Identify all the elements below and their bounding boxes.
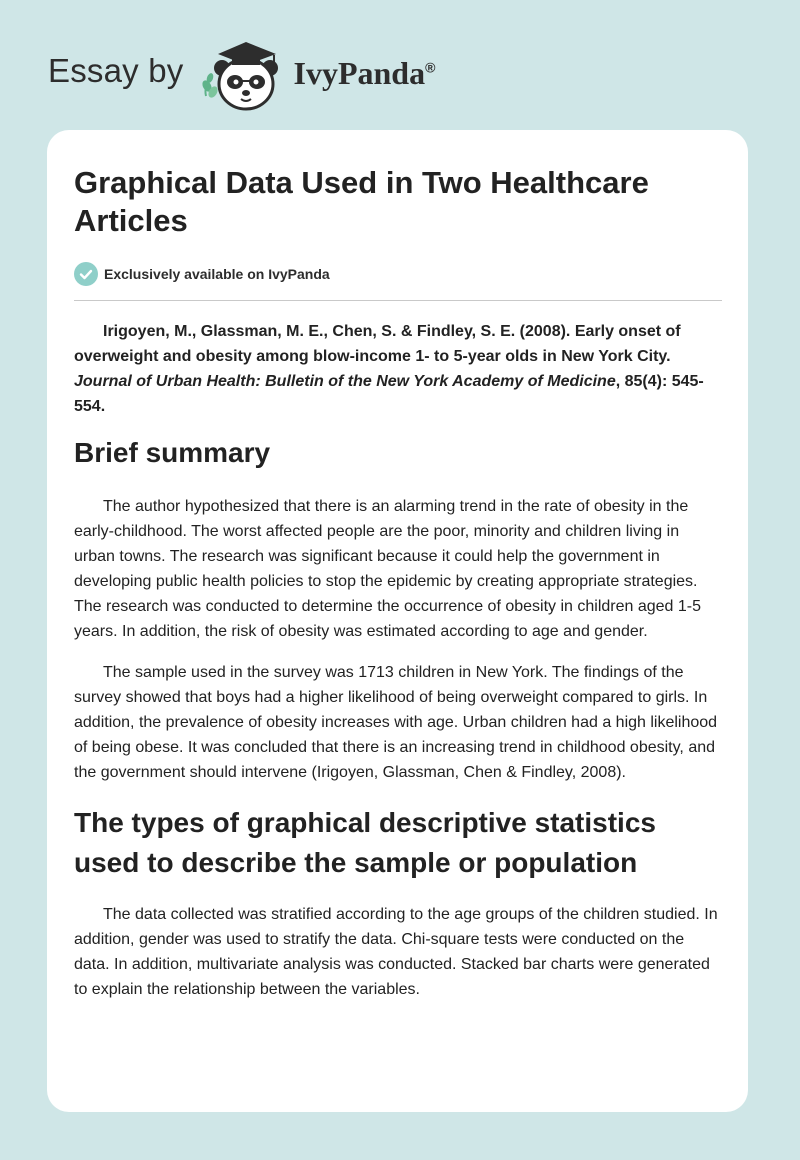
exclusive-badge xyxy=(74,262,722,286)
summary-paragraph-2: The sample used in the survey was 1713 children in New York. The findings of the survey showed that boys had a higher likelihood of being overweight compared to girls. In addition, the prevalence of obesity increases with age. Urban children had a high likelihood of being obese. It was concluded that there is an increasing trend in childhood obesity, and the government should intervene (Irigoyen, Glassman, Chen & Findley, 2008). xyxy=(74,664,718,781)
reference-citation xyxy=(74,319,722,419)
exclusive-label: Exclusively available on IvyPanda xyxy=(104,266,330,282)
essay-card xyxy=(47,130,748,1112)
essay-content xyxy=(74,164,722,1002)
summary-paragraph-1: The author hypothesized that there is an alarming trend in the rate of obesity in the early-childhood. The worst affected people are the poor, minority and children living in urban towns. The research was significant because it could help the government in developing public health policies to stop the epidemic by creating appropriate strategies. The research was conducted to determine the occurrence of obesity in children aged 1-5 years. In addition, the risk of obesity was estimated according to age and gender. xyxy=(74,498,702,640)
brand-prefix: Essay by xyxy=(48,52,184,89)
page-title: Graphical Data Used in Two Healthcare Articles xyxy=(74,165,649,238)
site-header xyxy=(48,34,435,114)
citation-journal: Journal of Urban Health: Bulletin of the New York Academy of Medicine xyxy=(74,373,616,390)
registered-mark: ® xyxy=(425,58,436,75)
title-divider xyxy=(74,300,722,301)
check-circle-icon xyxy=(74,262,98,286)
citation-authors: Irigoyen, M., Glassman, M. E., Chen, S. & Findley, S. E. (2008). Early onset of overweight and obesity among blow-income 1- to 5-year olds in New York City. xyxy=(74,323,681,365)
section-heading-graphical-statistics: The types of graphical descriptive statistics used to describe the sample or population xyxy=(74,807,656,878)
panda-graduate-icon[interactable] xyxy=(198,34,290,114)
section-heading-summary: Brief summary xyxy=(74,437,271,468)
citation-volume: , 85(4): 545-554. xyxy=(74,373,704,415)
statistics-paragraph-1: The data collected was stratified according to the age groups of the children studied. In addition, gender was used to stratify the data. Chi-square tests were conducted on the data. In addition, multivariate analysis was conducted. Stacked bar charts were generated to explain the relationship between the variables. xyxy=(74,906,718,998)
brand-name[interactable]: IvyPanda® xyxy=(293,54,436,91)
